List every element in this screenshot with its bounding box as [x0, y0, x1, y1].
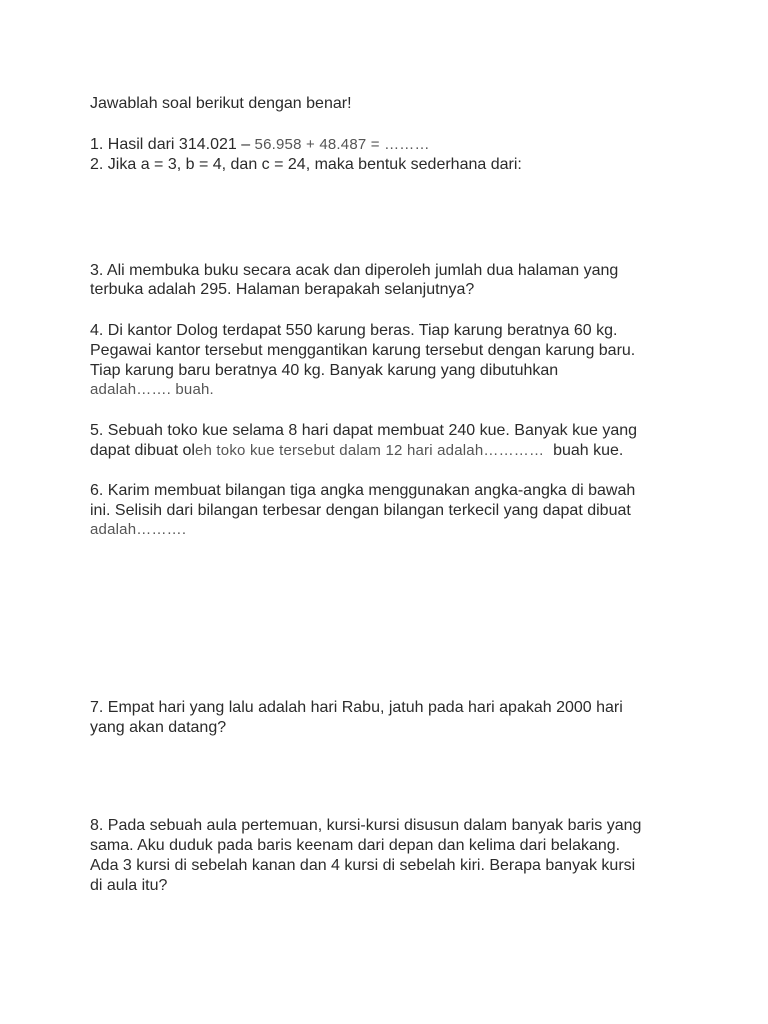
question-5-part-b: eh toko kue tersebut dalam 12 hari adalah………… [194, 442, 545, 459]
question-1-part-a: 1. Hasil dari 314.021 – [90, 136, 255, 153]
question-2: 2. Jika a = 3, b = 4, dan c = 24, maka bentuk sederhana dari: [90, 156, 522, 173]
question-7-line: 7. Empat hari yang lalu adalah hari Rabu, jatuh pada hari apakah 2000 hari [90, 699, 623, 716]
instruction-text: Jawablah soal berikut dengan benar! [90, 95, 352, 112]
question-6-line: 6. Karim membuat bilangan tiga angka menggunakan angka-angka di bawah [90, 482, 636, 499]
question-7-line: yang akan datang? [90, 719, 227, 736]
question-1 [90, 135, 430, 155]
question-6-line: ini. Selisih dari bilangan terbesar dengan bilangan terkecil yang dapat dibuat [90, 502, 631, 519]
question-3-line: terbuka adalah 295. Halaman berapakah selanjutnya? [90, 281, 475, 298]
question-1-part-b: 56.958 + 48.487 = ……… [254, 136, 430, 153]
question-6-line: adalah………. [90, 521, 187, 538]
question-4-line: Pegawai kantor tersebut menggantikan karung tersebut dengan karung baru. [90, 342, 636, 359]
question-4-line: 4. Di kantor Dolog terdapat 550 karung beras. Tiap karung beratnya 60 kg. [90, 322, 618, 339]
question-5-part-c: buah kue. [544, 442, 624, 459]
question-4-line: adalah……. buah. [90, 381, 214, 398]
question-8-line: 8. Pada sebuah aula pertemuan, kursi-kursi disusun dalam banyak baris yang [90, 817, 642, 834]
question-8-line: Ada 3 kursi di sebelah kanan dan 4 kursi di sebelah kiri. Berapa banyak kursi [90, 857, 636, 874]
question-8-line: di aula itu? [90, 877, 168, 894]
question-4-line: Tiap karung baru beratnya 40 kg. Banyak karung yang dibutuhkan [90, 362, 559, 379]
question-3-line: 3. Ali membuka buku secara acak dan diperoleh jumlah dua halaman yang [90, 262, 619, 279]
question-8-line: sama. Aku duduk pada baris keenam dari depan dan kelima dari belakang. [90, 837, 621, 854]
question-5-part-a: dapat dibuat ol [90, 442, 195, 459]
question-5-line: 5. Sebuah toko kue selama 8 hari dapat membuat 240 kue. Banyak kue yang [90, 422, 638, 439]
question-5-line-2 [90, 441, 623, 461]
